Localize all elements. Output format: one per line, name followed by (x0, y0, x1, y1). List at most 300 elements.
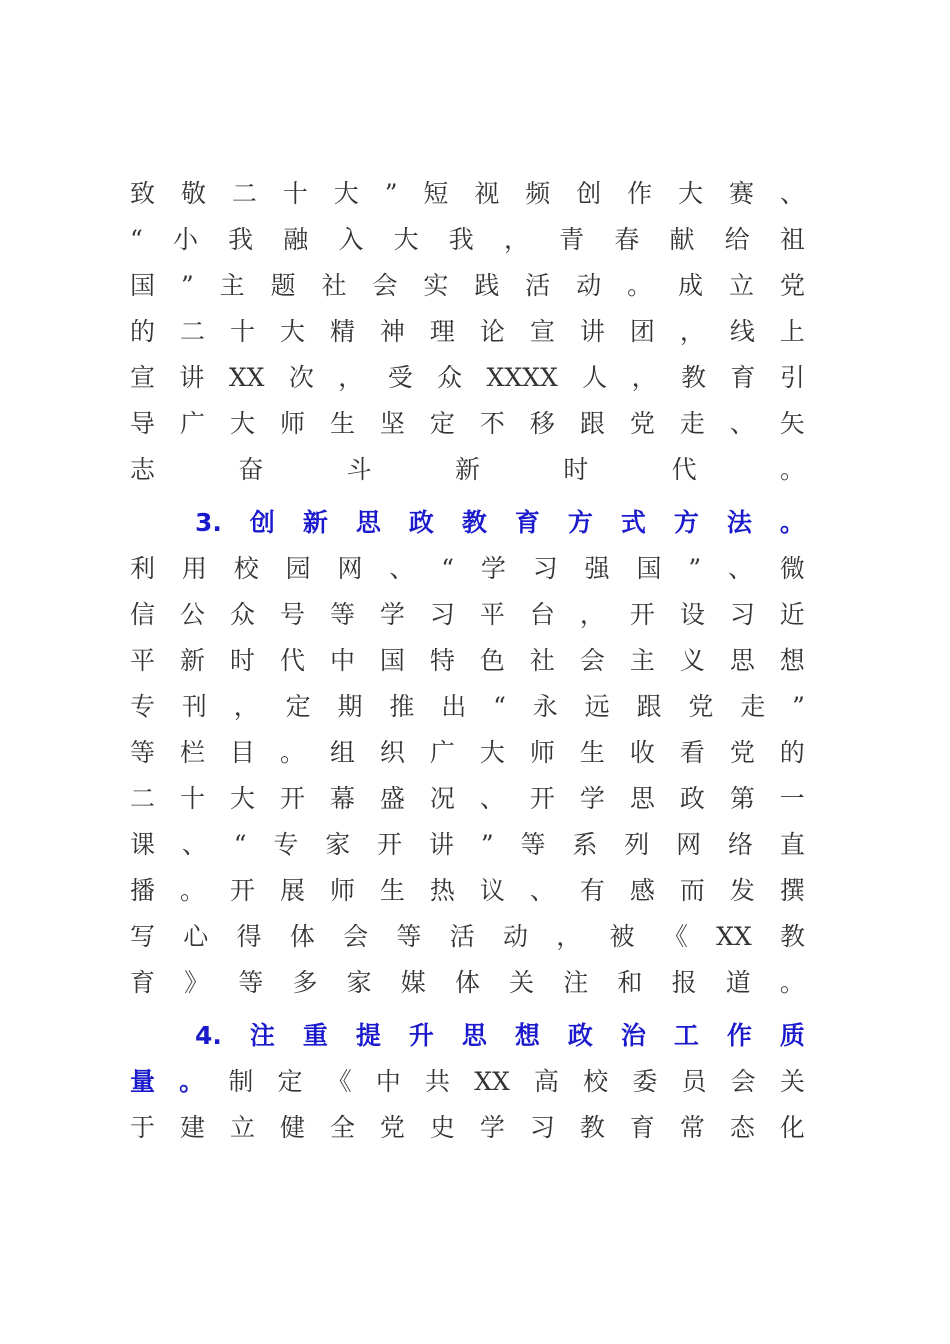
text-glyph: 成 (678, 271, 704, 300)
paragraph-line (130, 450, 805, 490)
text-glyph: 、 (529, 876, 555, 905)
text-glyph: 导 (130, 409, 156, 438)
text-glyph: 次 (288, 363, 314, 392)
text-glyph: 习 (429, 600, 455, 629)
text-glyph: ” (180, 271, 194, 300)
text-glyph: 制 (228, 1067, 254, 1096)
text-glyph: 一 (779, 784, 805, 813)
section-heading-line (195, 503, 805, 543)
heading-glyph: 政 (408, 508, 434, 537)
text-glyph: 。 (779, 968, 805, 997)
heading-glyph: 式 (620, 508, 646, 537)
text-glyph: 受 (387, 363, 413, 392)
text-glyph: 等 (329, 600, 355, 629)
text-glyph: 敬 (180, 179, 206, 208)
text-glyph: 奋 (238, 455, 264, 484)
text-glyph: 系 (572, 830, 598, 859)
heading-glyph: 法 (726, 508, 752, 537)
text-glyph: 生 (579, 738, 605, 767)
text-glyph: XX (716, 922, 752, 951)
text-glyph: 开 (529, 784, 555, 813)
text-glyph: 建 (179, 1113, 205, 1142)
text-glyph: 频 (525, 179, 551, 208)
text-glyph: ， (338, 363, 364, 392)
text-glyph: 中 (375, 1067, 401, 1096)
text-glyph: 网 (676, 830, 702, 859)
text-glyph: 、 (181, 830, 207, 859)
text-glyph: 列 (624, 830, 650, 859)
text-glyph: 教 (779, 922, 805, 951)
text-glyph: 团 (629, 317, 655, 346)
text-glyph: 想 (779, 646, 805, 675)
text-glyph: 网 (337, 554, 363, 583)
text-glyph: 况 (429, 784, 455, 813)
text-glyph: 会 (343, 922, 369, 951)
text-glyph: 众 (229, 600, 255, 629)
paragraph-line (130, 963, 805, 1003)
text-glyph: 主 (219, 271, 245, 300)
text-glyph: 《 (326, 1067, 352, 1096)
heading-glyph: 3. (195, 508, 222, 537)
text-glyph: 会 (372, 271, 398, 300)
text-glyph: 展 (279, 876, 305, 905)
heading-glyph: 提 (355, 1021, 381, 1050)
text-glyph: 入 (338, 225, 364, 254)
text-glyph: 育 (130, 968, 156, 997)
text-glyph: 大 (229, 784, 255, 813)
heading-glyph: 重 (302, 1021, 328, 1050)
text-glyph: 融 (283, 225, 309, 254)
text-glyph: 育 (730, 363, 756, 392)
text-glyph: 活 (449, 922, 475, 951)
text-glyph: 公 (179, 600, 205, 629)
text-glyph: 开 (377, 830, 403, 859)
text-glyph: ” (792, 692, 805, 721)
text-glyph: 动 (576, 271, 602, 300)
text-glyph: 十 (179, 784, 205, 813)
heading-glyph: 量 (130, 1067, 156, 1096)
text-glyph: 体 (289, 922, 315, 951)
text-glyph: 宣 (529, 317, 555, 346)
text-glyph: 作 (627, 179, 653, 208)
text-glyph: 写 (130, 922, 156, 951)
text-glyph: XX (228, 363, 265, 392)
heading-glyph: 工 (673, 1021, 699, 1050)
text-glyph: 师 (529, 738, 555, 767)
text-glyph: 理 (429, 317, 455, 346)
text-glyph: 我 (448, 225, 474, 254)
text-glyph: 创 (576, 179, 602, 208)
heading-glyph: 升 (408, 1021, 434, 1050)
text-glyph: 时 (563, 455, 589, 484)
text-glyph: 而 (679, 876, 705, 905)
heading-glyph: 治 (620, 1021, 646, 1050)
text-glyph: 、 (479, 784, 505, 813)
text-glyph: 开 (229, 876, 255, 905)
text-glyph: 络 (728, 830, 754, 859)
paragraph-line (130, 174, 805, 214)
text-glyph: 感 (629, 876, 655, 905)
text-glyph: 二 (130, 784, 156, 813)
text-glyph: 和 (617, 968, 643, 997)
text-glyph: 坚 (379, 409, 405, 438)
text-glyph: 全 (329, 1113, 355, 1142)
text-glyph: 神 (379, 317, 405, 346)
text-glyph: 推 (389, 692, 415, 721)
paragraph-line (130, 1062, 805, 1102)
text-glyph: 论 (479, 317, 505, 346)
text-glyph: 国 (130, 271, 156, 300)
text-glyph: 、 (389, 554, 415, 583)
text-glyph: 中 (329, 646, 355, 675)
text-glyph: 线 (729, 317, 755, 346)
text-glyph: 讲 (579, 317, 605, 346)
text-glyph: 跟 (636, 692, 662, 721)
text-glyph: 志 (130, 455, 156, 484)
text-glyph: 春 (614, 225, 640, 254)
text-glyph: 短 (423, 179, 449, 208)
text-glyph: 代 (671, 455, 697, 484)
text-glyph: 青 (559, 225, 585, 254)
text-glyph: 、 (728, 554, 754, 583)
text-glyph: 直 (779, 830, 805, 859)
text-glyph: 多 (292, 968, 318, 997)
text-glyph: ， (579, 600, 605, 629)
text-glyph: 师 (329, 876, 355, 905)
text-glyph: 践 (474, 271, 500, 300)
text-glyph: 致 (130, 179, 156, 208)
text-glyph: 信 (130, 600, 156, 629)
text-glyph: 幕 (329, 784, 355, 813)
text-glyph: 学 (379, 600, 405, 629)
text-glyph: 近 (779, 600, 805, 629)
text-glyph: 大 (479, 738, 505, 767)
text-glyph: 期 (337, 692, 363, 721)
text-glyph: 高 (533, 1067, 559, 1096)
text-glyph: 师 (279, 409, 305, 438)
text-glyph: 思 (629, 784, 655, 813)
text-glyph: 开 (279, 784, 305, 813)
text-glyph: 献 (669, 225, 695, 254)
text-glyph: 有 (579, 876, 605, 905)
heading-glyph: 思 (355, 508, 381, 537)
text-glyph: ， (679, 317, 705, 346)
text-glyph: 议 (479, 876, 505, 905)
paragraph-line (130, 825, 805, 865)
text-glyph: 社 (321, 271, 347, 300)
text-glyph: 生 (329, 409, 355, 438)
text-glyph: 的 (779, 738, 805, 767)
text-glyph: 代 (279, 646, 305, 675)
text-glyph: 小 (172, 225, 198, 254)
text-glyph: 视 (474, 179, 500, 208)
paragraph-line (130, 312, 805, 352)
text-glyph: 生 (379, 876, 405, 905)
text-glyph: 热 (429, 876, 455, 905)
text-glyph: 动 (502, 922, 528, 951)
text-glyph: 开 (629, 600, 655, 629)
paragraph-line (130, 595, 805, 635)
text-glyph: 刊 (181, 692, 207, 721)
text-glyph: 组 (329, 738, 355, 767)
text-glyph: 矢 (779, 409, 805, 438)
text-glyph: 上 (779, 317, 805, 346)
text-glyph: 看 (679, 738, 705, 767)
text-glyph: 学 (480, 554, 506, 583)
heading-glyph: 新 (302, 508, 328, 537)
heading-glyph: 注 (249, 1021, 275, 1050)
text-glyph: 体 (454, 968, 480, 997)
text-glyph: “ (233, 830, 247, 859)
text-glyph: 委 (632, 1067, 658, 1096)
heading-glyph: 教 (461, 508, 487, 537)
text-glyph: 新 (454, 455, 480, 484)
text-glyph: 报 (671, 968, 697, 997)
text-glyph: 二 (231, 179, 257, 208)
text-glyph: 。 (279, 738, 305, 767)
paragraph-line (130, 358, 805, 398)
text-glyph: 家 (346, 968, 372, 997)
paragraph-line (130, 779, 805, 819)
text-glyph: 注 (563, 968, 589, 997)
heading-glyph: 想 (514, 1021, 540, 1050)
heading-glyph: 方 (673, 508, 699, 537)
text-glyph: 移 (529, 409, 555, 438)
paragraph-line (130, 266, 805, 306)
text-glyph: 平 (479, 600, 505, 629)
text-glyph: 走 (740, 692, 766, 721)
heading-glyph: 方 (567, 508, 593, 537)
text-glyph: 家 (325, 830, 351, 859)
text-glyph: 台 (529, 600, 555, 629)
text-glyph: 被 (609, 922, 635, 951)
text-glyph: 大 (678, 179, 704, 208)
text-glyph: 社 (529, 646, 555, 675)
text-glyph: 《 (662, 922, 688, 951)
text-glyph: 发 (729, 876, 755, 905)
text-glyph: 人 (582, 363, 608, 392)
text-glyph: 盛 (379, 784, 405, 813)
text-glyph: “ (493, 692, 506, 721)
text-glyph: 大 (333, 179, 359, 208)
paragraph-line (130, 549, 805, 589)
text-glyph: 定 (277, 1067, 303, 1096)
text-glyph: 关 (509, 968, 535, 997)
text-glyph: 。 (627, 271, 653, 300)
text-glyph: 园 (285, 554, 311, 583)
text-glyph: 学 (479, 1113, 505, 1142)
text-glyph: 众 (437, 363, 463, 392)
text-glyph: 赛 (729, 179, 755, 208)
text-glyph: 利 (130, 554, 156, 583)
text-glyph: 员 (681, 1067, 707, 1096)
text-glyph: 、 (779, 179, 805, 208)
text-glyph: 、 (729, 409, 755, 438)
text-glyph: XXXX (486, 363, 558, 392)
text-glyph: 习 (729, 600, 755, 629)
text-glyph: 校 (583, 1067, 609, 1096)
text-glyph: XX (474, 1067, 510, 1096)
heading-glyph: 政 (567, 1021, 593, 1050)
text-glyph: 十 (282, 179, 308, 208)
text-glyph: 收 (629, 738, 655, 767)
paragraph-line (130, 733, 805, 773)
text-glyph: 不 (479, 409, 505, 438)
paragraph-line (130, 220, 805, 260)
heading-glyph: 4. (195, 1021, 222, 1050)
text-glyph: 党 (688, 692, 714, 721)
text-glyph: “ (441, 554, 455, 583)
text-glyph: 共 (425, 1067, 451, 1096)
text-glyph: 播 (130, 876, 156, 905)
text-glyph: ” (384, 179, 398, 208)
text-glyph: 党 (729, 738, 755, 767)
text-glyph: “ (130, 225, 143, 254)
text-glyph: 会 (579, 646, 605, 675)
text-glyph: 校 (233, 554, 259, 583)
text-glyph: 出 (441, 692, 467, 721)
text-glyph: 习 (532, 554, 558, 583)
text-glyph: 斗 (346, 455, 372, 484)
text-glyph: 党 (779, 271, 805, 300)
text-glyph: 教 (681, 363, 707, 392)
text-glyph: 育 (629, 1113, 655, 1142)
text-glyph: 精 (329, 317, 355, 346)
text-glyph: 思 (729, 646, 755, 675)
text-glyph: 设 (679, 600, 705, 629)
heading-glyph: 育 (514, 508, 540, 537)
text-glyph: 态 (729, 1113, 755, 1142)
text-glyph: 媒 (400, 968, 426, 997)
paragraph-line (130, 687, 805, 727)
text-glyph: 广 (429, 738, 455, 767)
text-glyph: 史 (429, 1113, 455, 1142)
text-glyph: 国 (379, 646, 405, 675)
text-glyph: 国 (636, 554, 662, 583)
text-glyph: 走 (679, 409, 705, 438)
text-glyph: 大 (393, 225, 419, 254)
text-glyph: 宣 (130, 363, 156, 392)
text-glyph: 用 (181, 554, 207, 583)
text-glyph: 立 (229, 1113, 255, 1142)
text-glyph: 等 (520, 830, 546, 859)
text-glyph: 党 (629, 409, 655, 438)
text-glyph: 得 (236, 922, 262, 951)
heading-glyph: 质 (779, 1021, 805, 1050)
text-glyph: 大 (229, 409, 255, 438)
text-glyph: 栏 (179, 738, 205, 767)
text-glyph: 义 (679, 646, 705, 675)
text-glyph: 。 (179, 876, 205, 905)
text-glyph: 强 (584, 554, 610, 583)
text-glyph: 远 (584, 692, 610, 721)
text-glyph: 大 (279, 317, 305, 346)
paragraph-line (130, 917, 805, 957)
text-glyph: 道 (725, 968, 751, 997)
text-glyph: 十 (229, 317, 255, 346)
text-glyph: 广 (179, 409, 205, 438)
text-glyph: 平 (130, 646, 156, 675)
text-glyph: 目 (229, 738, 255, 767)
paragraph-line (130, 404, 805, 444)
text-glyph: 等 (396, 922, 422, 951)
text-glyph: 新 (179, 646, 205, 675)
text-glyph: 讲 (179, 363, 205, 392)
text-glyph: 专 (273, 830, 299, 859)
text-glyph: 第 (729, 784, 755, 813)
text-glyph: 跟 (579, 409, 605, 438)
text-glyph: ” (480, 830, 494, 859)
text-glyph: 定 (429, 409, 455, 438)
heading-glyph: 。 (779, 508, 805, 537)
text-glyph: 等 (130, 738, 156, 767)
heading-glyph: 作 (726, 1021, 752, 1050)
text-glyph: 时 (229, 646, 255, 675)
text-glyph: 色 (479, 646, 505, 675)
text-glyph: 二 (179, 317, 205, 346)
text-glyph: 定 (285, 692, 311, 721)
text-glyph: 实 (423, 271, 449, 300)
text-glyph: 常 (679, 1113, 705, 1142)
section-heading-line (195, 1016, 805, 1056)
text-glyph: ， (233, 692, 259, 721)
text-glyph: 会 (730, 1067, 756, 1096)
text-glyph: 健 (279, 1113, 305, 1142)
text-glyph: 政 (679, 784, 705, 813)
text-glyph: 活 (525, 271, 551, 300)
text-glyph: 微 (779, 554, 805, 583)
text-glyph: 课 (130, 830, 156, 859)
text-glyph: ， (556, 922, 582, 951)
text-glyph: 专 (130, 692, 156, 721)
text-glyph: ， (503, 225, 529, 254)
text-glyph: 祖 (779, 225, 805, 254)
paragraph-line (130, 1108, 805, 1148)
text-glyph: 心 (183, 922, 209, 951)
text-glyph: 号 (279, 600, 305, 629)
text-glyph: 》 (184, 968, 210, 997)
text-glyph: 撰 (779, 876, 805, 905)
text-glyph: 学 (579, 784, 605, 813)
text-glyph: 特 (429, 646, 455, 675)
text-glyph: 习 (529, 1113, 555, 1142)
paragraph-line (130, 871, 805, 911)
text-glyph: 引 (779, 363, 805, 392)
text-glyph: 题 (270, 271, 296, 300)
heading-glyph: 创 (249, 508, 275, 537)
text-glyph: 化 (779, 1113, 805, 1142)
text-glyph: 党 (379, 1113, 405, 1142)
text-glyph: 给 (724, 225, 750, 254)
text-glyph: 等 (238, 968, 264, 997)
text-glyph: 立 (729, 271, 755, 300)
text-glyph: 于 (130, 1113, 156, 1142)
text-glyph: ” (688, 554, 702, 583)
text-glyph: 永 (532, 692, 558, 721)
text-glyph: 关 (779, 1067, 805, 1096)
text-glyph: 织 (379, 738, 405, 767)
text-glyph: 我 (228, 225, 254, 254)
text-glyph: 的 (130, 317, 156, 346)
heading-glyph: 思 (461, 1021, 487, 1050)
text-glyph: 。 (779, 455, 805, 484)
text-glyph: 讲 (429, 830, 455, 859)
text-glyph: ， (631, 363, 657, 392)
heading-glyph: 。 (179, 1067, 205, 1096)
text-glyph: 教 (579, 1113, 605, 1142)
text-glyph: 主 (629, 646, 655, 675)
paragraph-line (130, 641, 805, 681)
